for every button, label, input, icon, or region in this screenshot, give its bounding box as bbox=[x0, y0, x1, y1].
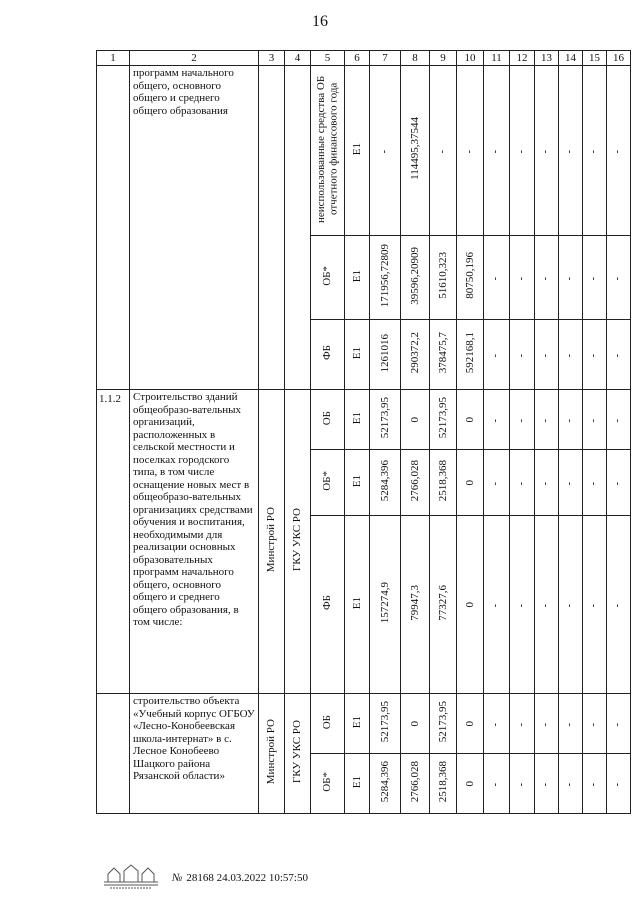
item-code-cell bbox=[97, 694, 130, 814]
funding-source: ОБ bbox=[311, 390, 345, 450]
program-code: Е1 bbox=[345, 694, 370, 754]
value-cell: - bbox=[559, 320, 583, 390]
funding-source: ОБ* bbox=[311, 450, 345, 516]
program-code: Е1 bbox=[345, 450, 370, 516]
value-cell: - bbox=[607, 754, 631, 814]
value-cell: 2766,028 bbox=[401, 450, 430, 516]
col-header: 13 bbox=[535, 51, 559, 66]
value-cell: - bbox=[559, 516, 583, 694]
responsible-cell: Минстрой РО bbox=[259, 390, 285, 694]
value-cell: 114495,37544 bbox=[401, 66, 430, 236]
value-cell: - bbox=[535, 66, 559, 236]
document-number: 28168 bbox=[186, 872, 214, 884]
value-cell: - bbox=[430, 66, 457, 236]
value-cell: - bbox=[559, 66, 583, 236]
value-cell: 80750,196 bbox=[457, 236, 484, 320]
col-header: 2 bbox=[130, 51, 259, 66]
value-cell: - bbox=[484, 66, 510, 236]
value-cell: - bbox=[484, 694, 510, 754]
funding-source: ФБ bbox=[311, 516, 345, 694]
value-cell: 1261016 bbox=[370, 320, 401, 390]
value-cell: - bbox=[484, 320, 510, 390]
value-cell: 52173,95 bbox=[370, 390, 401, 450]
value-cell: - bbox=[484, 516, 510, 694]
table-row bbox=[97, 66, 631, 236]
value-cell: - bbox=[370, 66, 401, 236]
value-cell: - bbox=[535, 694, 559, 754]
document-timestamp: 24.03.2022 10:57:50 bbox=[216, 872, 308, 884]
col-header: 7 bbox=[370, 51, 401, 66]
program-code: Е1 bbox=[345, 320, 370, 390]
value-cell: 290372,2 bbox=[401, 320, 430, 390]
value-cell: - bbox=[510, 320, 535, 390]
value-cell: - bbox=[607, 450, 631, 516]
value-cell: - bbox=[559, 694, 583, 754]
document-footer bbox=[100, 862, 620, 892]
value-cell: 77327,6 bbox=[430, 516, 457, 694]
header-row bbox=[97, 51, 631, 66]
value-cell: - bbox=[607, 66, 631, 236]
table-row bbox=[97, 694, 631, 754]
funding-source: ОБ* bbox=[311, 754, 345, 814]
value-cell: - bbox=[583, 390, 607, 450]
value-cell: 592168,1 bbox=[457, 320, 484, 390]
value-cell: - bbox=[484, 390, 510, 450]
value-cell: 157274,9 bbox=[370, 516, 401, 694]
item-code: 1.1.2 bbox=[97, 390, 130, 694]
value-cell: 0 bbox=[401, 390, 430, 450]
executor-cell bbox=[285, 66, 311, 390]
value-cell: - bbox=[607, 516, 631, 694]
item-description: Строительство зданий общеобразо-вательных организаций, расположенных в сельской местности и поселках городского типа, в том числе оснащение новых мест в общеобразо-вательных организациях средствами обучения и воспитания, необходимыми для реализации основных образовательных программ начального общего, основного общего и среднего общего образования, в том числе: bbox=[130, 390, 259, 694]
col-header: 4 bbox=[285, 51, 311, 66]
funding-source: ФБ bbox=[311, 320, 345, 390]
item-code-cell bbox=[97, 66, 130, 390]
value-cell: 52173,95 bbox=[430, 694, 457, 754]
responsible-cell: Минстрой РО bbox=[259, 694, 285, 814]
program-table bbox=[96, 50, 631, 814]
value-cell: 2518,368 bbox=[430, 450, 457, 516]
value-cell: - bbox=[535, 516, 559, 694]
program-code: Е1 bbox=[345, 390, 370, 450]
col-header: 3 bbox=[259, 51, 285, 66]
value-cell: 51610,323 bbox=[430, 236, 457, 320]
value-cell: 2766,028 bbox=[401, 754, 430, 814]
value-cell: 0 bbox=[457, 390, 484, 450]
value-cell: - bbox=[607, 694, 631, 754]
value-cell: - bbox=[457, 66, 484, 236]
value-cell: - bbox=[583, 236, 607, 320]
value-cell: 5284,396 bbox=[370, 450, 401, 516]
col-header: 5 bbox=[311, 51, 345, 66]
col-header: 9 bbox=[430, 51, 457, 66]
value-cell: - bbox=[583, 516, 607, 694]
value-cell: 5284,396 bbox=[370, 754, 401, 814]
col-header: 8 bbox=[401, 51, 430, 66]
value-cell: 0 bbox=[401, 694, 430, 754]
responsible-cell bbox=[259, 66, 285, 390]
value-cell: - bbox=[607, 390, 631, 450]
value-cell: - bbox=[559, 390, 583, 450]
value-cell: - bbox=[510, 236, 535, 320]
value-cell: - bbox=[583, 694, 607, 754]
value-cell: 52173,95 bbox=[430, 390, 457, 450]
value-cell: - bbox=[583, 754, 607, 814]
col-header: 10 bbox=[457, 51, 484, 66]
value-cell: 0 bbox=[457, 694, 484, 754]
value-cell: 52173,95 bbox=[370, 694, 401, 754]
page-number: 16 bbox=[312, 13, 328, 30]
program-code: Е1 bbox=[345, 516, 370, 694]
col-header: 1 bbox=[97, 51, 130, 66]
value-cell: - bbox=[484, 236, 510, 320]
funding-source: ОБ bbox=[311, 694, 345, 754]
value-cell: - bbox=[484, 450, 510, 516]
value-cell: - bbox=[535, 320, 559, 390]
value-cell: - bbox=[535, 390, 559, 450]
item-description: программ начального общего, основного общего и среднего общего образования bbox=[130, 66, 259, 390]
value-cell: - bbox=[510, 754, 535, 814]
funding-source: неиспользованные средства ОБ отчетного финансового года bbox=[311, 66, 345, 236]
value-cell: 2518,368 bbox=[430, 754, 457, 814]
col-header: 15 bbox=[583, 51, 607, 66]
col-header: 12 bbox=[510, 51, 535, 66]
value-cell: - bbox=[607, 236, 631, 320]
value-cell: 0 bbox=[457, 754, 484, 814]
value-cell: - bbox=[510, 694, 535, 754]
col-header: 6 bbox=[345, 51, 370, 66]
program-code: Е1 bbox=[345, 754, 370, 814]
value-cell: - bbox=[510, 66, 535, 236]
value-cell: 0 bbox=[457, 516, 484, 694]
value-cell: - bbox=[559, 236, 583, 320]
value-cell: - bbox=[583, 320, 607, 390]
value-cell: - bbox=[510, 450, 535, 516]
value-cell: - bbox=[535, 236, 559, 320]
value-cell: 39596,20909 bbox=[401, 236, 430, 320]
value-cell: 378475,7 bbox=[430, 320, 457, 390]
program-code: Е1 bbox=[345, 236, 370, 320]
value-cell: - bbox=[559, 754, 583, 814]
value-cell: - bbox=[607, 320, 631, 390]
value-cell: - bbox=[535, 450, 559, 516]
value-cell: 79947,3 bbox=[401, 516, 430, 694]
value-cell: - bbox=[484, 754, 510, 814]
table-row bbox=[97, 390, 631, 450]
col-header: 16 bbox=[607, 51, 631, 66]
emblem-icon bbox=[100, 862, 162, 890]
value-cell: - bbox=[510, 516, 535, 694]
executor-cell: ГКУ УКС РО bbox=[285, 694, 311, 814]
value-cell: - bbox=[583, 66, 607, 236]
value-cell: - bbox=[559, 450, 583, 516]
document-stamp: № 28168 24.03.2022 10:57:50 bbox=[172, 872, 308, 884]
value-cell: - bbox=[583, 450, 607, 516]
col-header: 11 bbox=[484, 51, 510, 66]
value-cell: 0 bbox=[457, 450, 484, 516]
value-cell: - bbox=[535, 754, 559, 814]
funding-source: ОБ* bbox=[311, 236, 345, 320]
value-cell: 171956,72809 bbox=[370, 236, 401, 320]
col-header: 14 bbox=[559, 51, 583, 66]
executor-cell: ГКУ УКС РО bbox=[285, 390, 311, 694]
program-code: Е1 bbox=[345, 66, 370, 236]
item-description: строительство объекта «Учебный корпус ОГБОУ «Лесно-Конобеевская школа-интернат» в с. Лесное Конобеево Шацкого района Рязанской области» bbox=[130, 694, 259, 814]
value-cell: - bbox=[510, 390, 535, 450]
